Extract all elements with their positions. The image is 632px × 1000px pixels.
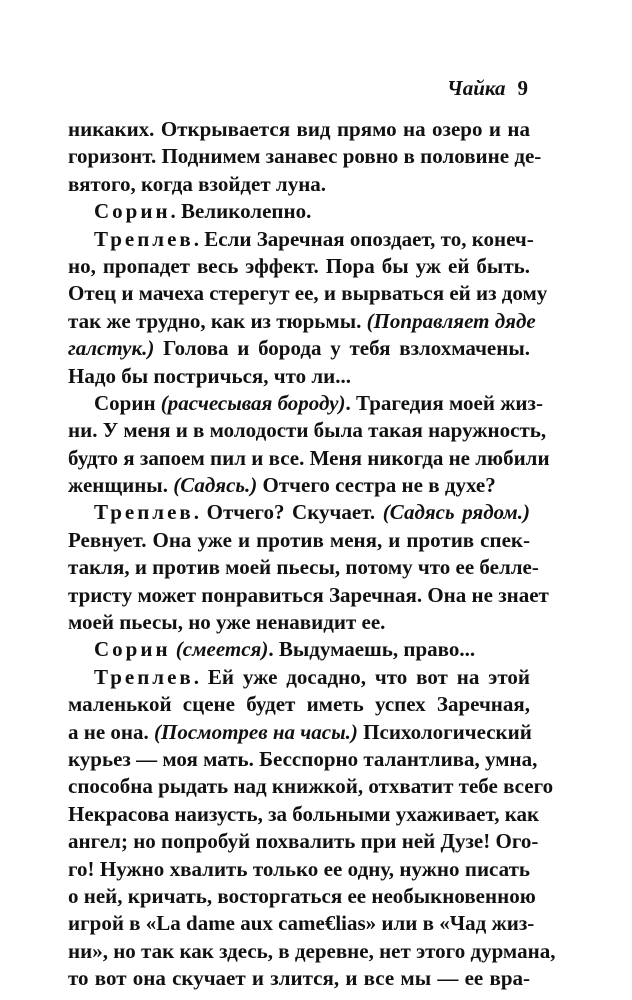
text-segment: такля, и против моей пьесы, потому что ее белле- [68,555,539,580]
text-line [68,938,556,965]
speaker-name: Сорин [94,637,171,662]
text-line [68,143,542,170]
stage-direction: галстук.) [68,336,155,361]
text-line [68,801,540,828]
text-segment: но, пропадет весь эффект. Пора бы уж ей быть. [68,253,530,278]
text-segment: Некрасова наизусть, за больными ухаживает, как [68,801,540,826]
text-segment: Голова и борода у тебя взлохмачены. [154,336,530,361]
text-line [68,116,530,143]
text-line [68,664,530,691]
text-line [68,719,530,746]
text-line [68,253,530,280]
text-segment: . Трагедия моей жиз- [345,390,543,415]
text-line [68,445,550,472]
text-line [68,308,536,335]
text-line [68,335,530,362]
text-line [68,691,530,718]
text-segment: женщины. [68,473,174,498]
text-segment: будто я запоем пил и все. Меня никогда не любили [68,445,550,470]
text-segment: маленькой сцене будет иметь успех Заречная, [68,692,530,717]
text-line [68,965,530,992]
text-segment: вятого, когда взойдет луна. [68,171,327,196]
speaker-name: Сорин [94,199,171,224]
stage-direction: (смеется) [175,637,269,662]
text-segment: Отец и мачеха стерегут ее, и вырваться ей из дому [68,281,548,306]
text-segment: го! Нужно хвалить только ее одну, нужно писать [68,856,530,881]
text-segment: никаких. Открывается вид прямо на озеро и на [68,117,530,141]
text-segment: ни. У меня и в молодости была такая наружность, [68,418,547,443]
text-segment: о ней, кричать, восторгаться ее необыкновенною [68,883,536,908]
text-line [68,198,530,225]
text-segment: Отчего сестра не в духе? [257,473,496,498]
text-segment: Сорин [94,390,161,415]
text-line [68,527,530,554]
text-segment: тристу может понравиться Заречная. Она не знает [68,582,549,607]
text-line [68,883,536,910]
stage-direction: (Поправляет дяде [366,308,536,333]
text-line [68,828,539,855]
text-line [68,609,530,636]
text-segment: моей пьесы, но уже ненавидит ее. [68,610,386,635]
speaker-name: Треплев [94,500,194,525]
text-segment: . Отчего? Скучает. [193,500,383,525]
running-title: Чайка [446,76,506,100]
text-line [68,856,530,883]
text-segment: Психологический [357,719,532,744]
text-segment: . Выдумаешь, право... [268,637,476,662]
text-segment: а не она. [68,719,155,744]
text-line [68,417,547,444]
text-line [68,472,530,499]
text-segment: Ревнует. Она уже и против меня, и против спек- [68,527,530,552]
text-line [68,363,530,390]
text-line [68,746,538,773]
stage-direction: (расчесывая бороду) [160,390,346,415]
text-line [68,226,534,253]
text-segment: горизонт. Поднимем занавес ровно в половине де- [68,144,542,169]
running-header [447,76,528,101]
text-line [68,773,554,800]
text-line [68,171,530,198]
text-segment: . Если Заречная опоздает, то, конеч- [193,226,534,251]
text-line [68,582,549,609]
text-line [68,910,535,937]
page-number: 9 [517,76,528,100]
stage-direction: (Садясь рядом.) [382,500,530,525]
text-segment: . Ей уже досадно, что вот на этой [193,664,530,689]
text-segment: так же трудно, как из тюрьмы. [68,308,367,333]
text-line [68,499,530,526]
text-segment: . Великолепно. [170,199,312,224]
text-line [68,636,530,663]
text-segment: ни», но так как здесь, в деревне, нет этого дурмана, [68,938,556,963]
speaker-name: Треплев [94,664,194,689]
text-segment: Надо бы постричься, что ли... [68,363,352,388]
text-segment: игрой в «La dame aux came€lias» или в «Чад жиз- [68,911,535,936]
speaker-name: Треплев [94,226,194,251]
text-segment: курьез — моя мать. Бесспорно талантлива, умна, [68,746,538,771]
text-line [68,554,539,581]
text-segment: ангел; но попробуй похвалить при ней Дузе! Ого- [68,829,539,854]
page-body-text [68,116,556,993]
text-segment: способна рыдать над книжкой, отхватит тебе всего [68,774,554,799]
text-line [68,390,543,417]
text-segment: то вот она скучает и злится, и все мы — ее вра- [68,966,530,991]
stage-direction: (Садясь.) [173,473,258,498]
stage-direction: (Посмотрев на часы.) [154,719,358,744]
text-line [68,280,548,307]
